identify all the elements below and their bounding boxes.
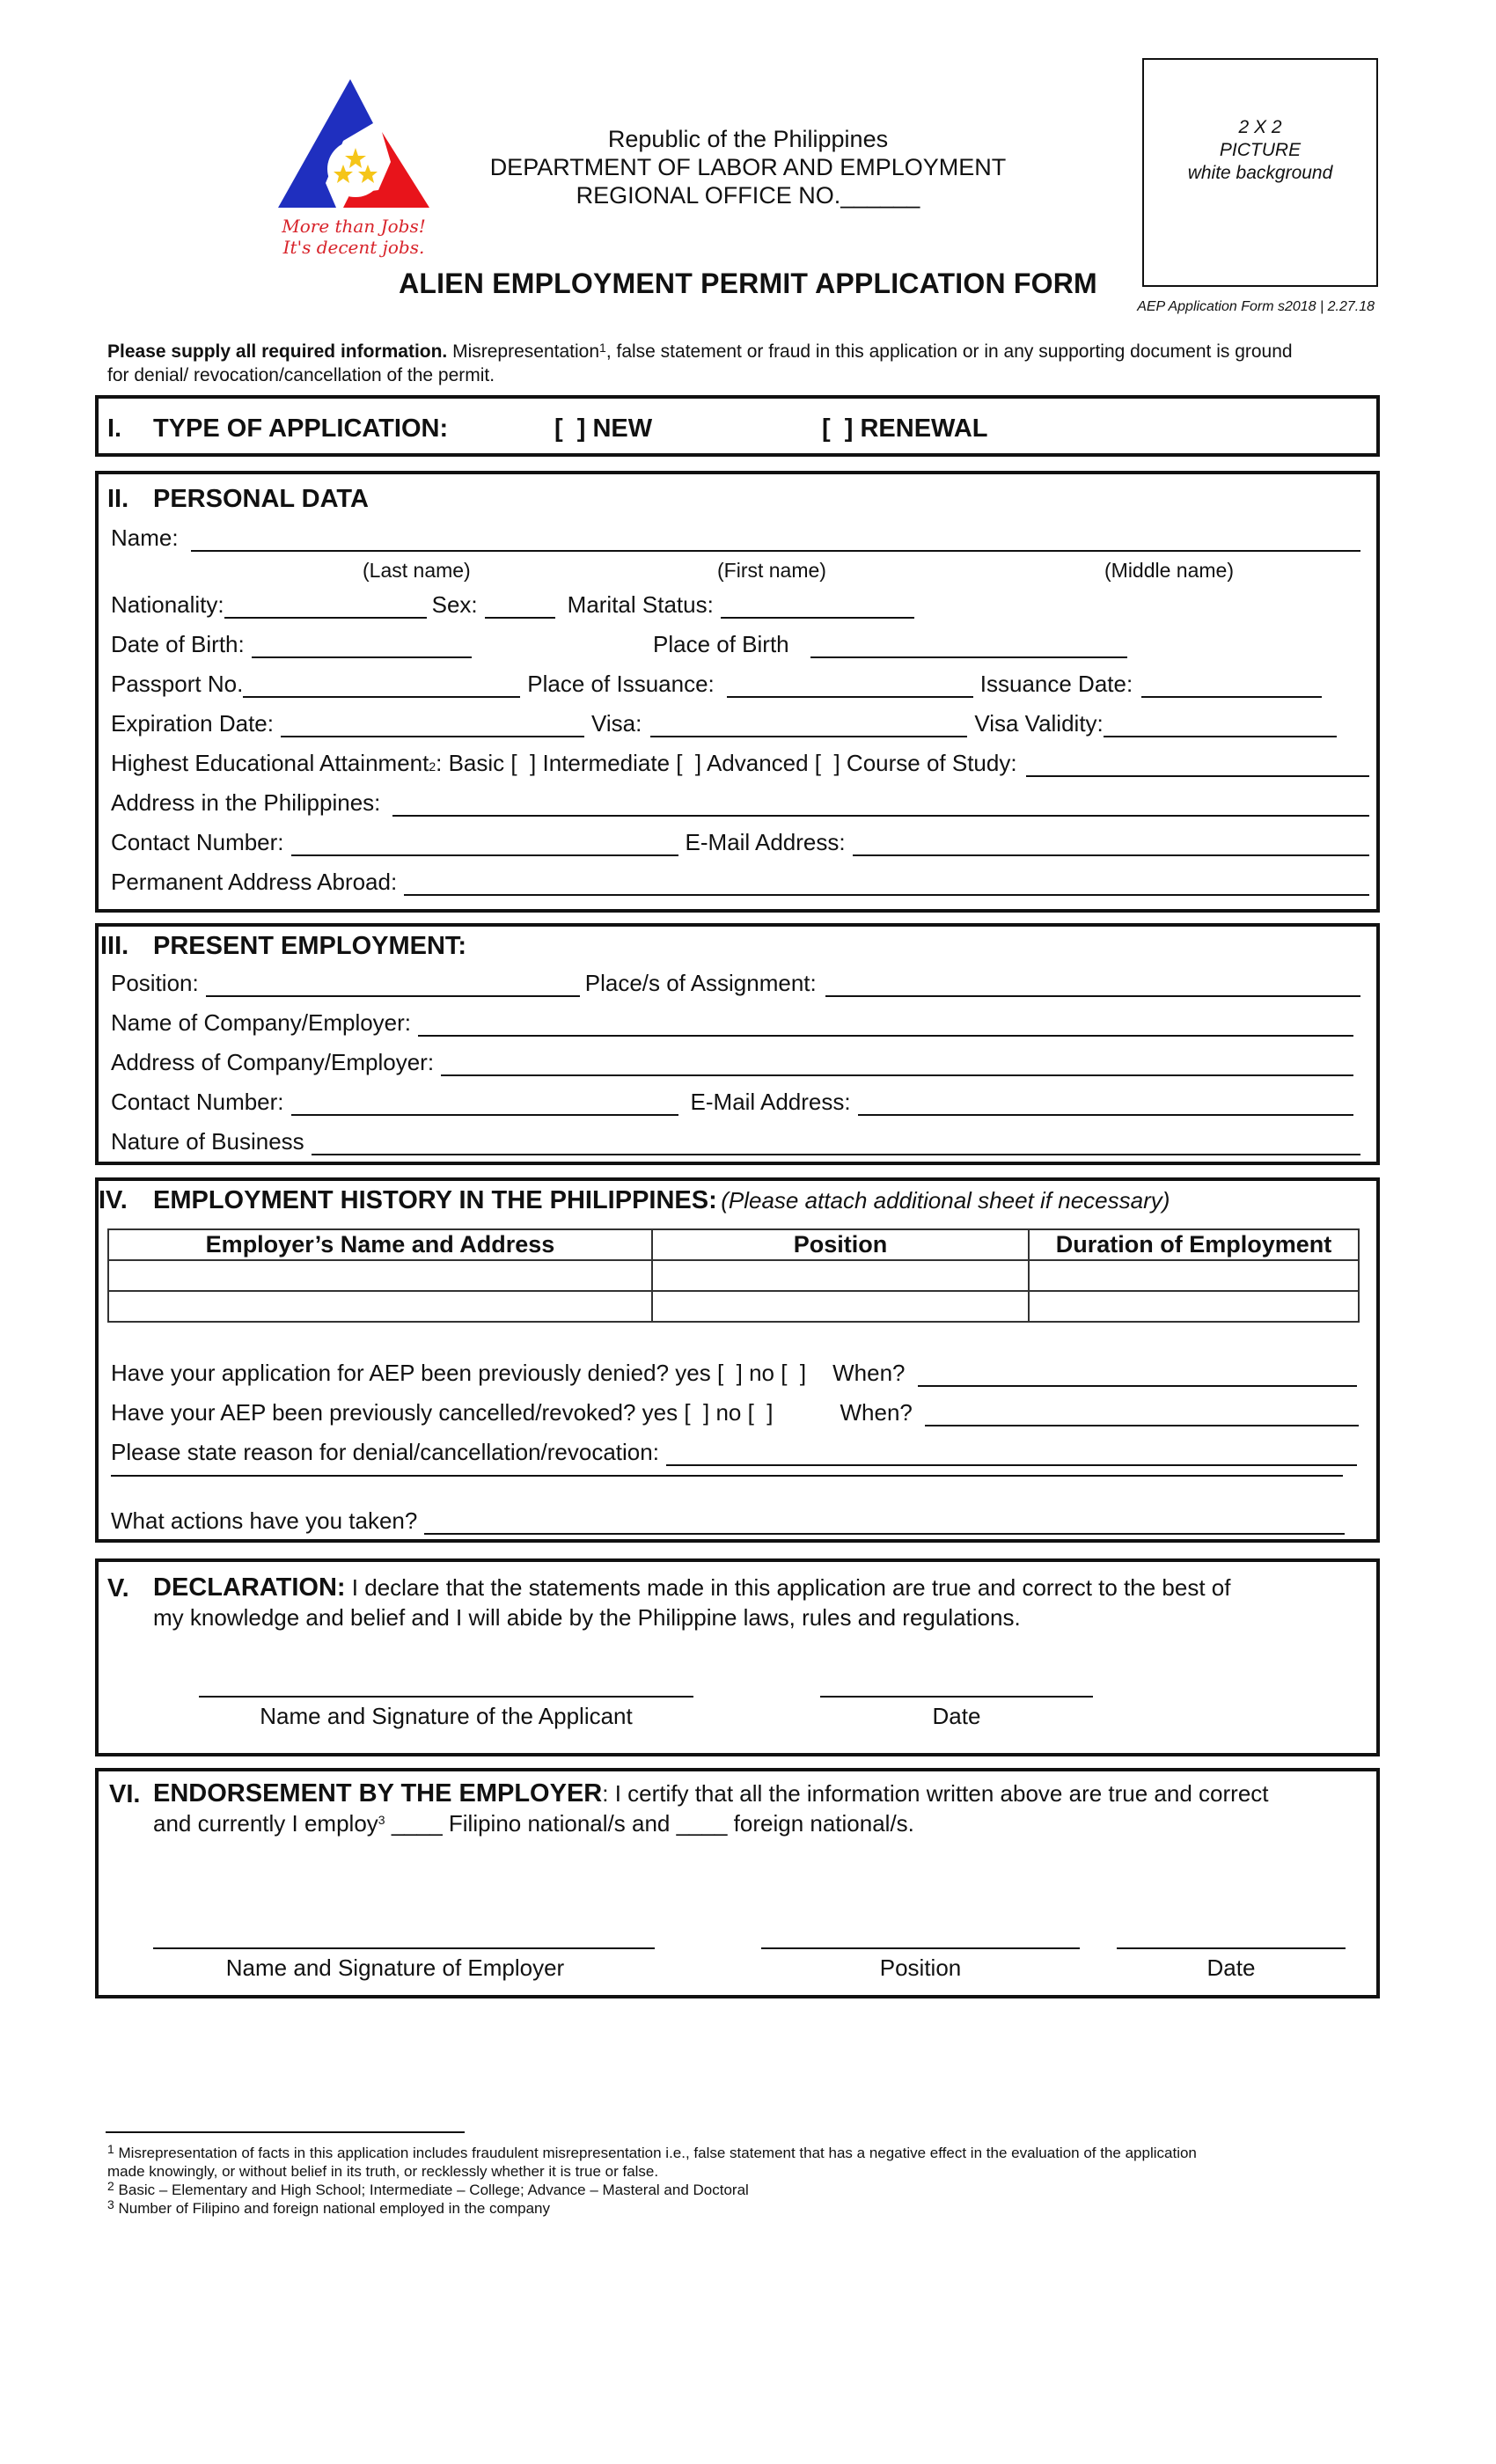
dob-field[interactable] [252,635,472,658]
section3-title: PRESENT EMPLOYMENT: [153,932,467,960]
section-personal-data [95,471,1380,913]
company-address-field[interactable] [441,1053,1353,1076]
nationality-label: Nationality: [111,591,224,618]
company-email-field[interactable] [858,1093,1353,1116]
education-label: Highest Educational Attainment [111,750,429,776]
cell-position[interactable] [652,1291,1029,1322]
expiration-field[interactable] [281,715,584,737]
reason-label: Please state reason for denial/cancellation/revocation: [111,1439,659,1465]
contact-field[interactable] [291,833,678,856]
cell-duration[interactable] [1029,1291,1359,1322]
cancelled-question[interactable]: Have your AEP been previously cancelled/revoked? yes [ ] no [ ] [111,1399,774,1426]
endorsement-text-2: and currently I employ [153,1810,378,1837]
footnote-ref-3: 3 [378,1813,385,1827]
address-ph-label: Address in the Philippines: [111,789,381,816]
dob-label: Date of Birth: [111,631,245,657]
name-field[interactable] [191,529,1360,552]
middle-name-caption: (Middle name) [1104,559,1234,582]
table-row [108,1260,1359,1291]
address-ph-field[interactable] [392,794,1369,817]
cell-duration[interactable] [1029,1260,1359,1291]
notice-line-2: for denial/ revocation/cancellation of the permit. [107,365,495,385]
visa-validity-label: Visa Validity: [974,710,1104,737]
position-field[interactable] [206,974,580,997]
name-label: Name: [111,524,179,551]
cell-employer[interactable] [108,1260,652,1291]
position-label: Position: [111,970,199,996]
section5-number: V. [107,1574,129,1602]
denied-when-field[interactable] [918,1364,1358,1387]
declaration-text-2: my knowledge and belief and I will abide by the Philippine laws, rules and regulations. [153,1604,1021,1631]
visa-field[interactable] [650,715,967,737]
email-field[interactable] [853,833,1369,856]
applicant-date-label: Date [932,1703,981,1729]
footnote-1: Misrepresentation of facts in this application includes fraudulent misrepresentation i.e., false statement that has a negative effect in the evaluation of the application [114,2145,1197,2161]
checkbox-new[interactable]: [ ] NEW [554,414,653,443]
place-assignment-label: Place/s of Assignment: [584,970,817,996]
dole-logo-icon [275,77,433,209]
section4-title: EMPLOYMENT HISTORY IN THE PHILIPPINES: [153,1186,717,1214]
company-address-label: Address of Company/Employer: [111,1049,435,1075]
section6-title: ENDORSEMENT BY THE EMPLOYER [153,1779,603,1808]
applicant-signature-line[interactable] [199,1696,693,1698]
marital-status-field[interactable] [721,596,914,619]
endorsement-text: : I certify that all the information written above are true and correct [602,1780,1269,1807]
logo-tagline-2: It's decent jobs. [282,237,425,258]
company-contact-label: Contact Number: [111,1089,284,1115]
sex-field[interactable] [485,596,555,619]
photo-label: PICTURE [1219,140,1302,160]
section5-title: DECLARATION: [153,1573,346,1602]
footnote-ref-1: 1 [599,341,606,355]
section1-number: I. [107,414,122,443]
section2-number: II. [107,485,129,513]
perm-address-label: Permanent Address Abroad: [111,869,398,895]
sex-label: Sex: [431,591,478,618]
contact-label: Contact Number: [111,829,284,855]
visa-label: Visa: [590,710,642,737]
section-endorsement [95,1768,1380,1998]
footnotes [107,2144,1383,2218]
notice-text: Misrepresentation [447,341,600,362]
checkbox-renewal[interactable]: [ ] RENEWAL [822,414,988,443]
section-type-of-application [95,395,1380,457]
col-position: Position [652,1229,1029,1260]
footnote-1-cont: made knowingly, or without belief in its truth, or recklessly whether it is true or false. [107,2163,659,2180]
cell-employer[interactable] [108,1291,652,1322]
footnote-ref-2: 2 [429,759,436,774]
employer-date-label: Date [1206,1954,1256,1981]
header-department: DEPARTMENT OF LABOR AND EMPLOYMENT [489,154,1007,180]
place-issuance-field[interactable] [727,675,973,698]
employer-signature-line[interactable] [153,1947,655,1949]
section4-note: (Please attach additional sheet if necessary) [721,1187,1170,1214]
first-name-caption: (First name) [717,559,826,582]
footnote-3-marker: 3 [107,2197,114,2211]
expiration-label: Expiration Date: [111,710,274,737]
logo-tagline-1: More than Jobs! [282,216,426,237]
photo-size: 2 X 2 [1238,117,1282,137]
section2-title: PERSONAL DATA [153,485,369,513]
employment-history-table [107,1228,1360,1323]
reason-field-line-2[interactable] [111,1463,1343,1477]
company-name-field[interactable] [418,1014,1353,1037]
place-assignment-field[interactable] [825,974,1360,997]
place-issuance-label: Place of Issuance: [527,671,715,697]
photo-box [1142,58,1378,287]
col-employer: Employer’s Name and Address [108,1229,652,1260]
footnote-2: Basic – Elementary and High School; Intermediate – College; Advance – Masteral and Doctoral [114,2182,749,2198]
section1-title: TYPE OF APPLICATION: [153,414,449,443]
header-regional-office: REGIONAL OFFICE NO.______ [576,182,920,209]
section4-number: IV. [99,1186,128,1214]
employer-position-line[interactable] [761,1947,1080,1949]
page-title: ALIEN EMPLOYMENT PERMIT APPLICATION FORM [399,268,1097,299]
perm-address-field[interactable] [404,873,1369,896]
declaration-text: I declare that the statements made in this application are true and correct to the best of [345,1574,1231,1601]
section-present-employment [95,923,1380,1165]
footnote-rule [106,2131,465,2133]
agency-header [440,125,1056,209]
cancelled-when-label: When? [840,1399,913,1426]
company-email-label: E-Mail Address: [690,1089,851,1115]
issuance-date-label: Issuance Date: [979,671,1133,697]
employer-position-label: Position [879,1954,962,1981]
notice [107,340,1383,387]
nature-business-field[interactable] [312,1133,1360,1155]
dole-logo [275,77,433,262]
cell-position[interactable] [652,1260,1029,1291]
notice-bold: Please supply all required information. [107,341,448,362]
section-employment-history [95,1177,1380,1543]
passport-field[interactable] [243,675,520,698]
marital-status-label: Marital Status: [567,591,714,618]
applicant-date-line[interactable] [820,1696,1093,1698]
denied-when-label: When? [832,1360,906,1386]
footnote-1-marker: 1 [107,2142,114,2156]
endorsement-text-3: ____ Filipino national/s and ____ foreign national/s. [385,1810,914,1837]
section6-number: VI. [109,1780,141,1808]
applicant-signature-label: Name and Signature of the Applicant [260,1703,633,1729]
section-declaration [95,1558,1380,1756]
company-name-label: Name of Company/Employer: [111,1009,412,1036]
denied-question[interactable]: Have your application for AEP been previously denied? yes [ ] no [ ] [111,1360,807,1386]
employer-signature-label: Name and Signature of Employer [225,1954,565,1981]
course-of-study-field[interactable] [1026,754,1369,777]
pob-field[interactable] [810,635,1127,658]
last-name-caption: (Last name) [363,559,471,582]
nature-business-label: Nature of Business [111,1128,304,1155]
visa-validity-field[interactable] [1104,715,1337,737]
footnote-3: Number of Filipino and foreign national employed in the company [114,2200,550,2217]
email-label: E-Mail Address: [685,829,846,855]
photo-background-note: white background [1187,163,1333,183]
col-duration: Duration of Employment [1029,1229,1359,1260]
header-republic: Republic of the Philippines [607,126,889,152]
cancelled-when-field[interactable] [925,1404,1359,1426]
nationality-field[interactable] [224,596,427,619]
pob-label: Place of Birth [653,631,789,657]
issuance-date-field[interactable] [1141,675,1322,698]
form-version: AEP Application Form s2018 | 2.27.18 [1137,299,1375,314]
notice-text-cont: , false statement or fraud in this application or in any supporting document is ground [605,341,1293,362]
section3-number: III. [100,932,129,960]
table-row [108,1291,1359,1322]
actions-label: What actions have you taken? [111,1507,418,1534]
passport-label: Passport No. [111,671,244,697]
footnote-2-marker: 2 [107,2179,114,2193]
company-contact-field[interactable] [291,1093,678,1116]
education-options[interactable]: : Basic [ ] Intermediate [ ] Advanced [ ] Course of Study: [436,750,1017,776]
employer-date-line[interactable] [1117,1947,1346,1949]
actions-field[interactable] [424,1512,1345,1535]
